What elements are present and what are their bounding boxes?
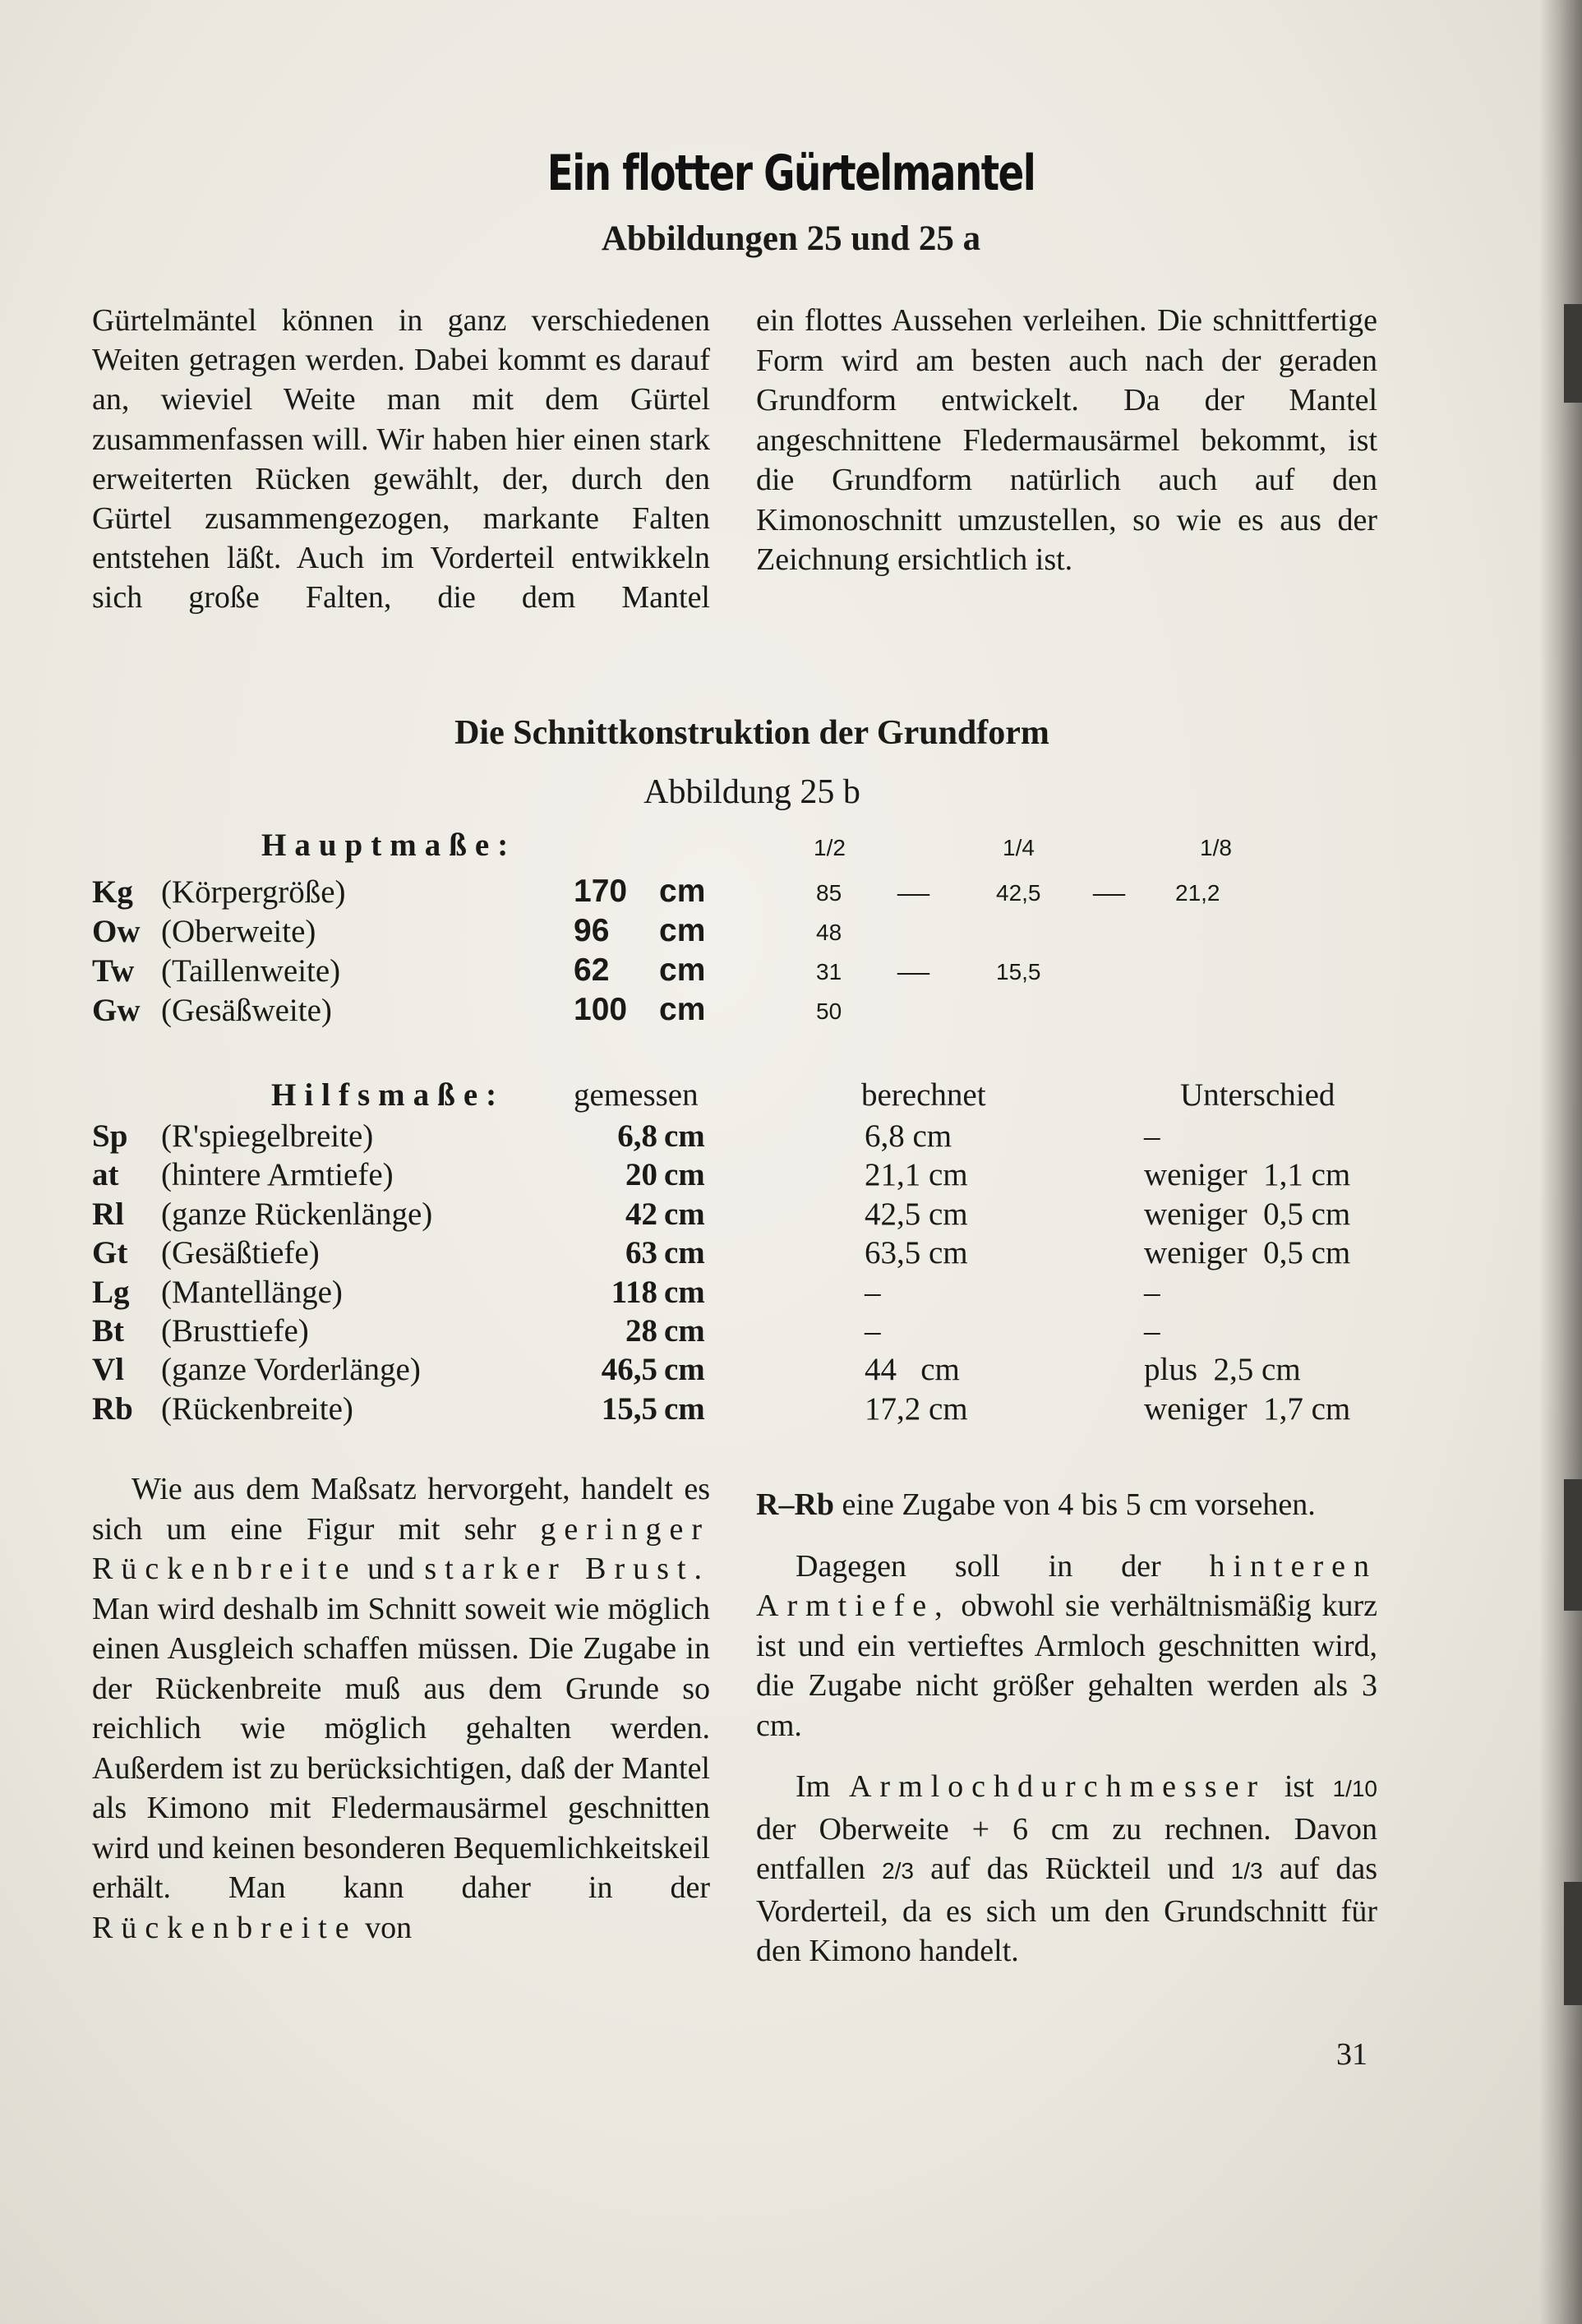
measure-half: 48 — [816, 920, 842, 945]
fraction: 2/3 — [882, 1858, 915, 1884]
measure-quarter: 15,5 — [996, 959, 1041, 984]
body-left-paragraph — [92, 1469, 710, 1948]
measure-description: (Körpergröße) — [161, 874, 346, 910]
body-right-text: Im — [796, 1769, 831, 1804]
measure-abbreviation: Rl — [92, 1196, 124, 1232]
body-left-text: Man wird deshalb im Schnitt soweit wie möglich einen Ausgleich schaffen müssen. Die Zugabe in der Rückenbreite muß aus dem Grunde so reichlich wie möglich gehalten werden. Außerdem ist zu berücksichtigen, daß der Mantel als Kimono mit Fledermausärmel geschnitten wird und keinen besonderen Bequemlichkeitskeil erhält. Man kann daher in der — [92, 1591, 710, 1905]
calculated-value: 63,5 cm — [865, 1235, 968, 1271]
aux-measures-label: Hilfsmaße: — [271, 1077, 505, 1113]
spaced-emphasis: geringer Rückenbreite — [92, 1511, 711, 1586]
column-difference-header: Unterschied — [1180, 1077, 1335, 1113]
measure-value: 118 — [611, 1274, 657, 1310]
body-right-paragraph-1 — [756, 1485, 1377, 1525]
body-right-text: obwohl sie verhältnismäßig kurz ist und ein vertieftes Armloch geschnitten wird, die Zugabe nicht größer gehalten werden als 3 cm. — [756, 1589, 1378, 1743]
measure-value: 96 — [574, 913, 610, 948]
difference-value: plus 2,5 cm — [1144, 1352, 1301, 1388]
aux-measure-row — [0, 1351, 1582, 1390]
body-right-text: eine Zugabe von 4 bis 5 cm vorsehen. — [842, 1487, 1316, 1522]
measure-eighth: 21,2 — [1175, 880, 1220, 906]
measure-abbreviation: Rb — [92, 1390, 133, 1427]
fraction: 1/10 — [1332, 1776, 1377, 1801]
body-right-text: Dagegen soll in der — [796, 1548, 1161, 1584]
measure-description: (Gesäßtiefe) — [161, 1235, 320, 1271]
separator-dash: — — [897, 874, 929, 910]
measure-abbreviation: Kg — [92, 874, 133, 910]
measure-abbreviation: Sp — [92, 1118, 128, 1154]
measure-value: 170 — [574, 874, 628, 909]
difference-value: – — [1144, 1313, 1160, 1349]
intro-right-paragraph: ein flottes Aussehen verleihen. Die schnittfertige Form wird am besten auch nach der geraden Grundform entwickelt. Da der Mantel angeschnittene Fledermausärmel bekommt, ist die Grundform natürlich auch auf den Kimonoschnitt umzustellen, so wie es aus der Zeichnung ersichtlich ist. — [756, 303, 1377, 577]
page-subtitle: Abbildungen 25 und 25 a — [601, 219, 981, 258]
aux-measure-row — [0, 1390, 1582, 1430]
measure-value: 6,8 — [617, 1118, 657, 1154]
measure-abbreviation: Vl — [92, 1352, 124, 1388]
measure-unit: cm — [664, 1390, 705, 1427]
aux-measures-header — [0, 1077, 1582, 1116]
page-edge-mark — [1564, 304, 1582, 403]
measure-abbreviation: Tw — [92, 953, 135, 989]
main-measure-row — [0, 874, 1582, 913]
measure-abbreviation: at — [92, 1157, 119, 1193]
measure-value: 28 — [625, 1313, 657, 1349]
body-right-text: der Oberweite + 6 cm zu rechnen. Davon entfallen — [756, 1811, 1377, 1886]
body-right-text: ist — [1284, 1769, 1314, 1804]
measure-description: (Oberweite) — [161, 914, 316, 949]
measure-abbreviation: Lg — [92, 1274, 130, 1310]
measure-unit: cm — [664, 1352, 705, 1388]
calculated-value: 17,2 cm — [865, 1390, 968, 1427]
measure-value: 42 — [625, 1196, 657, 1232]
section-subtitle: Abbildung 25 b — [643, 773, 860, 811]
measure-half: 31 — [816, 959, 842, 984]
main-measures-header — [0, 827, 1582, 866]
measure-value: 46,5 — [601, 1352, 657, 1388]
measure-value: 63 — [625, 1235, 657, 1271]
aux-measure-row — [0, 1234, 1582, 1274]
column-calculated-header: berechnet — [861, 1077, 986, 1113]
aux-measure-row — [0, 1274, 1582, 1313]
spaced-emphasis: Rückenbreite — [92, 1910, 357, 1945]
measure-abbreviation: Gw — [92, 993, 141, 1028]
main-measure-row — [0, 992, 1582, 1031]
measure-description: (ganze Rückenlänge) — [161, 1196, 433, 1232]
measure-description: (ganze Vorderlänge) — [161, 1352, 421, 1388]
main-measure-row — [0, 913, 1582, 952]
body-right-text: auf das Rückteil und — [930, 1851, 1215, 1886]
measure-unit: cm — [659, 913, 706, 948]
measure-unit: cm — [664, 1118, 705, 1154]
section-title: Die Schnittkonstruktion der Grundform — [454, 714, 1049, 752]
body-left-text: und — [367, 1552, 414, 1586]
column-measured-header: gemessen — [574, 1077, 699, 1113]
aux-measure-row — [0, 1118, 1582, 1157]
calculated-value: 44 cm — [865, 1352, 960, 1388]
measure-unit: cm — [664, 1196, 705, 1232]
body-left-text: Wie aus dem Maßsatz hervorgeht, handelt es sich um eine Figur mit sehr — [92, 1472, 710, 1547]
calculated-value: – — [865, 1274, 881, 1310]
page-title: Ein flotter Gürtelmantel — [547, 145, 1035, 202]
separator-dash: — — [1093, 874, 1125, 910]
body-right-column — [756, 1485, 1377, 1971]
separator-dash: — — [897, 953, 929, 989]
page-edge-mark — [1564, 1479, 1582, 1611]
measure-unit: cm — [664, 1157, 705, 1193]
difference-value: weniger 1,1 cm — [1144, 1157, 1351, 1193]
fraction-quarter-header: 1/4 — [1003, 835, 1035, 860]
body-left-text: von — [365, 1910, 413, 1945]
measure-description: (Rückenbreite) — [161, 1390, 353, 1427]
measure-description: (Taillenweite) — [161, 953, 341, 989]
calculated-value: – — [865, 1313, 881, 1349]
measure-unit: cm — [664, 1235, 705, 1271]
measure-description: (hintere Armtiefe) — [161, 1157, 394, 1193]
aux-measure-row — [0, 1156, 1582, 1196]
spaced-emphasis: Armlochdurchmesser — [848, 1769, 1266, 1804]
calculated-value: 42,5 cm — [865, 1196, 968, 1232]
fraction-eighth-header: 1/8 — [1200, 835, 1232, 860]
difference-value: – — [1144, 1274, 1160, 1310]
measure-value: 62 — [574, 952, 610, 988]
measure-half: 85 — [816, 880, 842, 906]
difference-value: weniger 0,5 cm — [1144, 1196, 1351, 1232]
measure-value: 100 — [574, 992, 628, 1027]
fraction-half-header: 1/2 — [814, 835, 846, 860]
measure-description: (Brusttiefe) — [161, 1313, 309, 1349]
measure-description: (Mantellänge) — [161, 1274, 343, 1310]
measure-unit: cm — [659, 874, 706, 909]
aux-measure-row — [0, 1312, 1582, 1352]
measure-unit: cm — [659, 992, 706, 1027]
page-edge-mark — [1564, 1882, 1582, 2005]
measure-abbreviation: Bt — [92, 1313, 124, 1349]
measure-value: 15,5 — [601, 1390, 657, 1427]
spaced-emphasis: starker Brust. — [424, 1552, 710, 1586]
measure-quarter: 42,5 — [996, 880, 1041, 906]
spaced-emphasis: hinteren Armtiefe, — [756, 1548, 1378, 1623]
difference-value: – — [1144, 1118, 1160, 1154]
measure-unit: cm — [659, 952, 706, 988]
aux-measure-row — [0, 1196, 1582, 1235]
measure-half: 50 — [816, 998, 842, 1024]
main-measure-row — [0, 952, 1582, 992]
measure-abbreviation: Ow — [92, 914, 141, 949]
measure-unit: cm — [664, 1274, 705, 1310]
difference-value: weniger 1,7 cm — [1144, 1390, 1351, 1427]
body-right-paragraph-2 — [756, 1547, 1377, 1746]
fraction: 1/3 — [1230, 1858, 1263, 1884]
main-measures-label: Hauptmaße: — [261, 828, 517, 863]
calculated-value: 6,8 cm — [865, 1118, 952, 1154]
difference-value: weniger 0,5 cm — [1144, 1235, 1351, 1271]
measure-description: (R'spiegelbreite) — [161, 1118, 374, 1154]
page-number: 31 — [1336, 2037, 1368, 2072]
measure-abbreviation: Gt — [92, 1235, 128, 1271]
intro-left-paragraph: Gürtelmäntel können in ganz verschiedenen Weiten getragen werden. Dabei kommt es darauf an, wieviel Weite man mit dem Gürtel zusammenfassen will. Wir haben hier einen stark erweiterten Rücken gewählt, der, durch den Gürtel zusammengezogen, markante Falten entstehen läßt. Auch im Vorderteil entwikkeln sich große Falten, die dem Mantel — [92, 303, 710, 616]
body-right-paragraph-3 — [756, 1767, 1377, 1971]
measure-value: 20 — [625, 1157, 657, 1193]
measure-description: (Gesäßweite) — [161, 993, 332, 1028]
body-right-text: auf das Vorderteil, da es sich um den Grundschnitt für den Kimono handelt. — [756, 1851, 1378, 1968]
measure-unit: cm — [664, 1313, 705, 1349]
calculated-value: 21,1 cm — [865, 1157, 968, 1193]
bold-term: R–Rb — [756, 1487, 835, 1522]
